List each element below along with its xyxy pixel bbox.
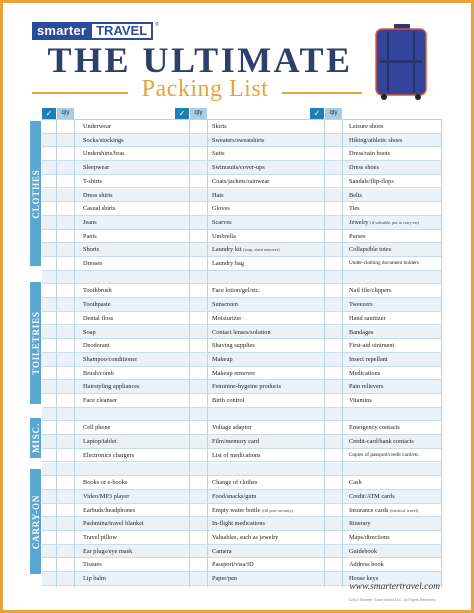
- list-item[interactable]: [83, 381, 139, 392]
- list-item-label: Dental floss: [83, 314, 114, 322]
- list-item[interactable]: [83, 121, 111, 132]
- table-row: [42, 408, 441, 422]
- list-item[interactable]: [349, 258, 419, 269]
- table-row: [42, 243, 441, 257]
- list-item-label: Swimsuits/cover-ups: [212, 164, 265, 172]
- divider: [324, 119, 325, 587]
- list-item[interactable]: [349, 518, 371, 529]
- table-row: [42, 284, 441, 298]
- list-item-label: Address book: [349, 561, 384, 569]
- list-item-label: Film/memory card: [212, 438, 260, 446]
- logo-travel-text: TRAVEL: [96, 23, 148, 38]
- list-item[interactable]: [349, 203, 360, 214]
- table-row: [42, 230, 441, 244]
- list-item-label: Makeup remover: [212, 369, 256, 377]
- list-item-note: (if valuable, put in carry-on): [370, 219, 419, 225]
- list-item-label: Itinerary: [349, 520, 371, 528]
- table-row: [42, 257, 441, 271]
- list-item-label: Feminine-hygeine products: [212, 383, 282, 391]
- table-row: [42, 120, 441, 134]
- list-item-label: Ties: [349, 205, 360, 213]
- footer-copyright: ©2014 Smarter Travel Media LLC. All Rights Reserved.: [348, 598, 436, 602]
- list-item-label: Camera: [212, 547, 232, 555]
- list-item-label: Emergency contacts: [349, 424, 400, 432]
- list-item[interactable]: [349, 217, 419, 228]
- list-item-label: Toothpaste: [83, 301, 111, 309]
- list-item[interactable]: [212, 368, 255, 379]
- table-row: [42, 531, 441, 545]
- list-item[interactable]: [212, 559, 254, 570]
- suitcase-icon: [370, 22, 432, 102]
- section-label: TOILETRIES: [30, 311, 41, 375]
- list-item[interactable]: [83, 313, 113, 324]
- list-item-label: In-flight medications: [212, 520, 265, 528]
- list-item[interactable]: [349, 244, 391, 255]
- list-item-label: Casual shirts: [83, 205, 116, 213]
- table-row: [42, 134, 441, 148]
- list-item-label: Belts: [349, 191, 362, 199]
- list-item[interactable]: [83, 148, 125, 159]
- list-item-note: (medical, travel): [389, 507, 419, 513]
- list-item-label: Insect repellant: [349, 355, 388, 363]
- list-item-label: Toothbrush: [83, 287, 112, 295]
- list-item-label: Gloves: [212, 205, 230, 213]
- list-item-note: (fill post-security): [261, 507, 293, 513]
- list-item-label: Laundry kit: [212, 246, 242, 254]
- list-item[interactable]: [212, 217, 232, 228]
- table-row: [42, 421, 441, 435]
- page-title: THE ULTIMATE: [47, 40, 353, 80]
- list-item-label: Pants: [83, 232, 97, 240]
- list-item[interactable]: [212, 327, 271, 338]
- list-item-label: Deodorant: [83, 342, 110, 350]
- list-item-label: Voltage adaptor: [212, 424, 252, 432]
- list-item[interactable]: [212, 148, 225, 159]
- list-item[interactable]: [212, 354, 233, 365]
- list-item[interactable]: [212, 258, 244, 269]
- list-item[interactable]: [349, 162, 379, 173]
- section-toiletries: [30, 282, 41, 404]
- list-item-label: Valuables, such as jewelry: [212, 534, 279, 541]
- list-item[interactable]: [83, 162, 109, 173]
- list-item[interactable]: [83, 135, 124, 146]
- table-row: [42, 545, 441, 559]
- list-item[interactable]: [83, 546, 132, 557]
- logo-travel: [90, 22, 153, 40]
- table-row: [42, 558, 441, 572]
- divider: [74, 119, 75, 587]
- qty-header-1: qty: [57, 108, 74, 119]
- list-item[interactable]: [83, 559, 102, 570]
- list-item-label: Under-clothing document holders: [349, 260, 419, 266]
- list-item-label: Face cleanser: [83, 397, 118, 404]
- list-item[interactable]: [212, 340, 255, 351]
- list-item[interactable]: [212, 231, 236, 242]
- list-item-label: Medications: [349, 369, 381, 377]
- list-item-label: Dress shoes: [349, 164, 379, 172]
- table-row: [42, 189, 441, 203]
- list-item[interactable]: [83, 422, 110, 433]
- table-row: [42, 517, 441, 531]
- list-item[interactable]: [83, 285, 112, 296]
- list-item-label: Lip balm: [83, 575, 106, 583]
- list-item[interactable]: [349, 450, 420, 461]
- list-item-label: Soap: [83, 328, 96, 336]
- list-item-label: Shampoo/conditioner: [83, 355, 138, 363]
- list-item[interactable]: [212, 505, 293, 516]
- section-misc: [30, 418, 41, 458]
- list-item-label: Hand sanitizer: [349, 314, 386, 322]
- list-item-label: Sunscreen: [212, 301, 238, 309]
- list-item-label: Shorts: [83, 246, 100, 254]
- list-item-label: Laptop/tablet: [83, 438, 117, 446]
- list-item[interactable]: [83, 190, 113, 201]
- list-item-label: Hairstyling appliances: [83, 383, 140, 391]
- list-item-label: Earbuds/headphones: [83, 506, 136, 514]
- list-item[interactable]: [349, 135, 402, 146]
- list-item-label: Coats/jackets/rainwear: [212, 177, 270, 185]
- table-row: [42, 147, 441, 161]
- section-label: CLOTHES: [30, 168, 41, 219]
- list-item-label: Moisturizer: [212, 314, 242, 322]
- list-item[interactable]: [83, 477, 127, 488]
- section-label: MISC.: [30, 423, 41, 453]
- list-item-label: Umbrella: [212, 232, 236, 240]
- list-item-label: Skirts: [212, 123, 227, 130]
- list-item[interactable]: [83, 217, 97, 228]
- list-item-label: Tweezers: [349, 301, 373, 309]
- list-item-label: Hats: [212, 191, 224, 199]
- list-item-label: Pashmina/travel blanket: [83, 520, 144, 528]
- list-item[interactable]: [349, 313, 386, 324]
- table-row: [42, 298, 441, 312]
- list-item[interactable]: [349, 190, 362, 201]
- table-row: [42, 449, 441, 463]
- section-clothes: [30, 121, 41, 266]
- list-item-label: Socks/stockings: [83, 136, 124, 144]
- packing-list-table: [42, 119, 441, 587]
- list-item-label: Suits: [212, 150, 225, 158]
- check-header-1: ✓: [42, 108, 56, 119]
- list-item[interactable]: [212, 121, 227, 132]
- list-item[interactable]: [83, 368, 114, 379]
- list-item[interactable]: [212, 491, 256, 502]
- divider: [441, 119, 442, 587]
- list-item-label: Purses: [349, 232, 366, 240]
- logo-trademark: ®: [155, 22, 159, 28]
- qty-header-2: qty: [190, 108, 207, 119]
- table-row: [42, 490, 441, 504]
- list-item-label: Scarves: [212, 218, 232, 226]
- list-item-note: (soap, stain remover): [243, 247, 280, 253]
- list-item[interactable]: [349, 559, 384, 570]
- list-item-label: Video/MP3 player: [83, 492, 130, 500]
- list-item[interactable]: [212, 244, 280, 255]
- section-carry-on: [30, 469, 41, 574]
- table-row: [42, 326, 441, 340]
- list-item[interactable]: [83, 176, 102, 187]
- table-row: [42, 353, 441, 367]
- table-row: [42, 312, 441, 326]
- list-item-label: Insurance cards: [349, 506, 389, 514]
- list-item-label: Birth control: [212, 397, 245, 404]
- list-item-label: Dress/rain boots: [349, 150, 391, 158]
- logo-smarter: smarter: [32, 22, 90, 40]
- list-item[interactable]: [212, 450, 261, 461]
- list-item[interactable]: [83, 436, 117, 447]
- list-item[interactable]: [83, 244, 99, 255]
- list-item[interactable]: [212, 135, 264, 146]
- list-item[interactable]: [349, 532, 390, 543]
- list-item-label: Laundry bag: [212, 260, 244, 267]
- list-item[interactable]: [83, 354, 137, 365]
- list-item-label: Pain relievers: [349, 383, 384, 391]
- list-item[interactable]: [349, 285, 392, 296]
- divider: [342, 119, 343, 587]
- list-item-label: T-shirts: [83, 177, 103, 185]
- list-item[interactable]: [349, 395, 372, 406]
- check-header-2: ✓: [175, 108, 189, 119]
- list-item[interactable]: [212, 532, 278, 543]
- list-item[interactable]: [212, 162, 265, 173]
- list-item-label: Ear plugs/eye mask: [83, 547, 133, 555]
- page-subtitle: Packing List: [141, 76, 269, 102]
- list-item-label: Passport/visa/ID: [212, 561, 254, 569]
- table-row: [42, 216, 441, 230]
- divider: [189, 119, 190, 587]
- list-item[interactable]: [212, 436, 259, 447]
- list-item-label: Cell phone: [83, 424, 111, 432]
- qty-header-3: qty: [325, 108, 342, 119]
- table-row: [42, 339, 441, 353]
- list-item[interactable]: [349, 368, 380, 379]
- list-item[interactable]: [212, 381, 281, 392]
- list-item-label: Leisure shoes: [349, 123, 384, 130]
- table-row: [42, 476, 441, 490]
- footer-url[interactable]: www.smartertravel.com: [349, 582, 440, 592]
- list-item-label: Cash: [349, 479, 362, 487]
- list-item-label: Hiking/athletic shoes: [349, 136, 403, 144]
- divider: [207, 119, 208, 587]
- list-item-label: Jeans: [83, 218, 97, 226]
- table-row: [42, 367, 441, 381]
- list-item-label: Dresses: [83, 260, 103, 267]
- list-item-label: Sweaters/sweatshirts: [212, 136, 265, 144]
- list-item-label: List of medications: [212, 451, 261, 459]
- subtitle-rule-left: [32, 92, 128, 94]
- list-item[interactable]: [349, 340, 394, 351]
- list-item[interactable]: [212, 518, 265, 529]
- smartertravel-logo: [32, 22, 159, 40]
- check-header-3: ✓: [310, 108, 324, 119]
- list-item[interactable]: [212, 546, 232, 557]
- list-item[interactable]: [349, 436, 414, 447]
- list-item-label: Change of clothes: [212, 479, 258, 487]
- table-row: [42, 435, 441, 449]
- list-item[interactable]: [83, 340, 110, 351]
- list-item[interactable]: [349, 491, 395, 502]
- table-row: [42, 504, 441, 518]
- list-item-label: Collapsible totes: [349, 246, 392, 254]
- list-item-label: Sleepwear: [83, 164, 110, 172]
- list-item-label: Electronics chargers: [83, 451, 135, 459]
- list-item[interactable]: [349, 299, 373, 310]
- table-row: [42, 161, 441, 175]
- list-item-label: Books or e-books: [83, 479, 128, 487]
- list-item-label: Vitamins: [349, 397, 372, 404]
- list-item-label: Shaving supplies: [212, 342, 255, 350]
- list-item-label: Dress shirts: [83, 191, 113, 199]
- list-item[interactable]: [212, 573, 237, 584]
- divider: [56, 119, 57, 587]
- list-item[interactable]: [83, 395, 117, 406]
- list-item[interactable]: [212, 477, 257, 488]
- list-item[interactable]: [83, 450, 134, 461]
- list-item-label: House keys: [349, 575, 379, 583]
- table-row: [42, 394, 441, 408]
- list-item-label: Copies of passport/credit card/etc.: [349, 451, 420, 458]
- list-item[interactable]: [83, 518, 144, 529]
- list-item[interactable]: [83, 203, 115, 214]
- table-row: [42, 175, 441, 189]
- table-row: [42, 271, 441, 285]
- list-item[interactable]: [349, 505, 418, 516]
- table-row: [42, 380, 441, 394]
- list-item[interactable]: [212, 190, 224, 201]
- list-item[interactable]: [349, 148, 390, 159]
- list-item-label: Maps/directions: [349, 534, 390, 541]
- list-item-label: Credit-card/bank contacts: [349, 438, 414, 446]
- list-item-label: Contact lenses/solution: [212, 328, 271, 336]
- list-item-label: Undershirts/bras: [83, 150, 125, 158]
- table-row: [42, 463, 441, 477]
- list-item[interactable]: [349, 176, 394, 187]
- list-item[interactable]: [83, 231, 97, 242]
- list-item[interactable]: [349, 327, 373, 338]
- list-item-label: Food/snacks/gum: [212, 492, 257, 500]
- list-item-label: Tissues: [83, 561, 102, 569]
- list-item-label: Guidebook: [349, 547, 377, 555]
- list-item-label: Empty water bottle: [212, 506, 261, 514]
- table-row: [42, 202, 441, 216]
- section-label: CARRY-ON: [30, 494, 41, 549]
- list-item[interactable]: [349, 381, 383, 392]
- list-item[interactable]: [212, 299, 238, 310]
- list-item[interactable]: [349, 354, 388, 365]
- list-item[interactable]: [212, 313, 241, 324]
- list-item-label: First-aid ointment: [349, 342, 395, 350]
- list-item-label: Brush/comb: [83, 369, 114, 377]
- list-item[interactable]: [349, 477, 362, 488]
- list-item-label: Nail file/clippers: [349, 287, 392, 295]
- list-item-label: Makeup: [212, 355, 233, 363]
- list-item-label: Paper/pen: [212, 575, 238, 583]
- list-item[interactable]: [349, 546, 377, 557]
- list-item[interactable]: [83, 532, 117, 543]
- list-item-label: Jewelry: [349, 218, 369, 226]
- list-item[interactable]: [349, 231, 365, 242]
- list-item[interactable]: [83, 491, 129, 502]
- list-item[interactable]: [83, 573, 106, 584]
- list-item[interactable]: [349, 121, 383, 132]
- list-item-label: Underwear: [83, 123, 111, 130]
- list-item[interactable]: [83, 258, 103, 269]
- list-item[interactable]: [212, 176, 269, 187]
- list-item[interactable]: [212, 203, 230, 214]
- list-item[interactable]: [212, 422, 252, 433]
- list-item-label: Face lotion/gel/etc.: [212, 287, 261, 295]
- list-item[interactable]: [349, 422, 400, 433]
- subtitle-rule-right: [282, 92, 362, 94]
- list-item[interactable]: [212, 285, 260, 296]
- list-item[interactable]: [83, 327, 96, 338]
- list-item[interactable]: [83, 299, 111, 310]
- list-item-label: Travel pillow: [83, 534, 117, 541]
- list-item[interactable]: [83, 505, 135, 516]
- list-item-label: Credit/ATM cards: [349, 492, 395, 500]
- list-item-label: Bandages: [349, 328, 374, 336]
- list-item-label: Sandals/flip-flops: [349, 177, 394, 185]
- list-item[interactable]: [212, 395, 244, 406]
